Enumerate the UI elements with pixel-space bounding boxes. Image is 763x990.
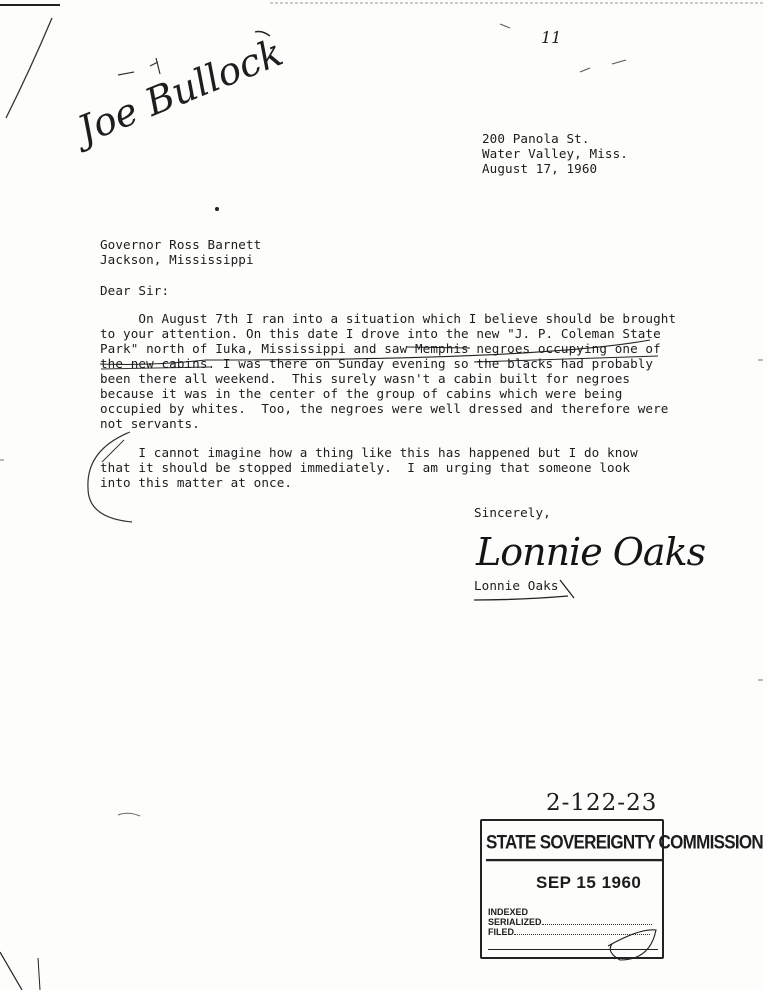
stamp-filed-label: FILED [488, 927, 514, 937]
stamp-indexed-label: INDEXED [488, 907, 529, 917]
recipient-address: Jackson, Mississippi [100, 252, 254, 267]
closing: Sincerely, [474, 505, 551, 520]
paragraph-line: because it was in the center of the group of cabins which were being [100, 386, 623, 401]
stamp-title: STATE SOVEREIGNTY COMMISSION [486, 827, 664, 862]
paragraph-line: the new cabins. I was there on Sunday evening so the blacks had probably [100, 356, 654, 371]
paragraph-line: been there all weekend. This surely wasn't a cabin built for negroes [100, 371, 631, 386]
letter-date: August 17, 1960 [482, 161, 598, 176]
top-handwritten-mark: 11 [541, 28, 562, 47]
paragraph-line: into this matter at once. [100, 475, 293, 490]
file-number-handwritten: 2-122-23 [546, 790, 658, 816]
paragraph-line: Park" north of Iuka, Mississippi and saw Memphis negroes occupying one of [100, 341, 661, 356]
paragraph-line: occupied by whites. Too, the negroes were well dressed and therefore were [100, 401, 669, 416]
paragraph-line: On August 7th I ran into a situation which I believe should be brought [100, 311, 677, 326]
recipient-name: Governor Ross Barnett [100, 237, 262, 252]
top-handwritten-signature: Joe Bullock [71, 30, 289, 152]
return-address-street: 200 Panola St. [482, 131, 590, 146]
paragraph-line: not servants. [100, 416, 200, 431]
paragraph-line: that it should be stopped immediately. I am urging that someone look [100, 460, 631, 475]
stamp-serialized-label: SERIALIZED [488, 917, 542, 927]
handwritten-signature: Lonnie Oaks [476, 530, 706, 574]
commission-stamp [480, 819, 763, 959]
signer-name: Lonnie Oaks [474, 578, 559, 593]
stamp-fields [488, 907, 658, 950]
return-address-city: Water Valley, Miss. [482, 146, 628, 161]
stamp-date: SEP 15 1960 [536, 873, 642, 892]
salutation: Dear Sir: [100, 283, 170, 298]
paragraph-line: I cannot imagine how a thing like this has happened but I do know [100, 445, 638, 460]
paragraph-line: to your attention. On this date I drove into the new "J. P. Coleman State [100, 326, 661, 341]
